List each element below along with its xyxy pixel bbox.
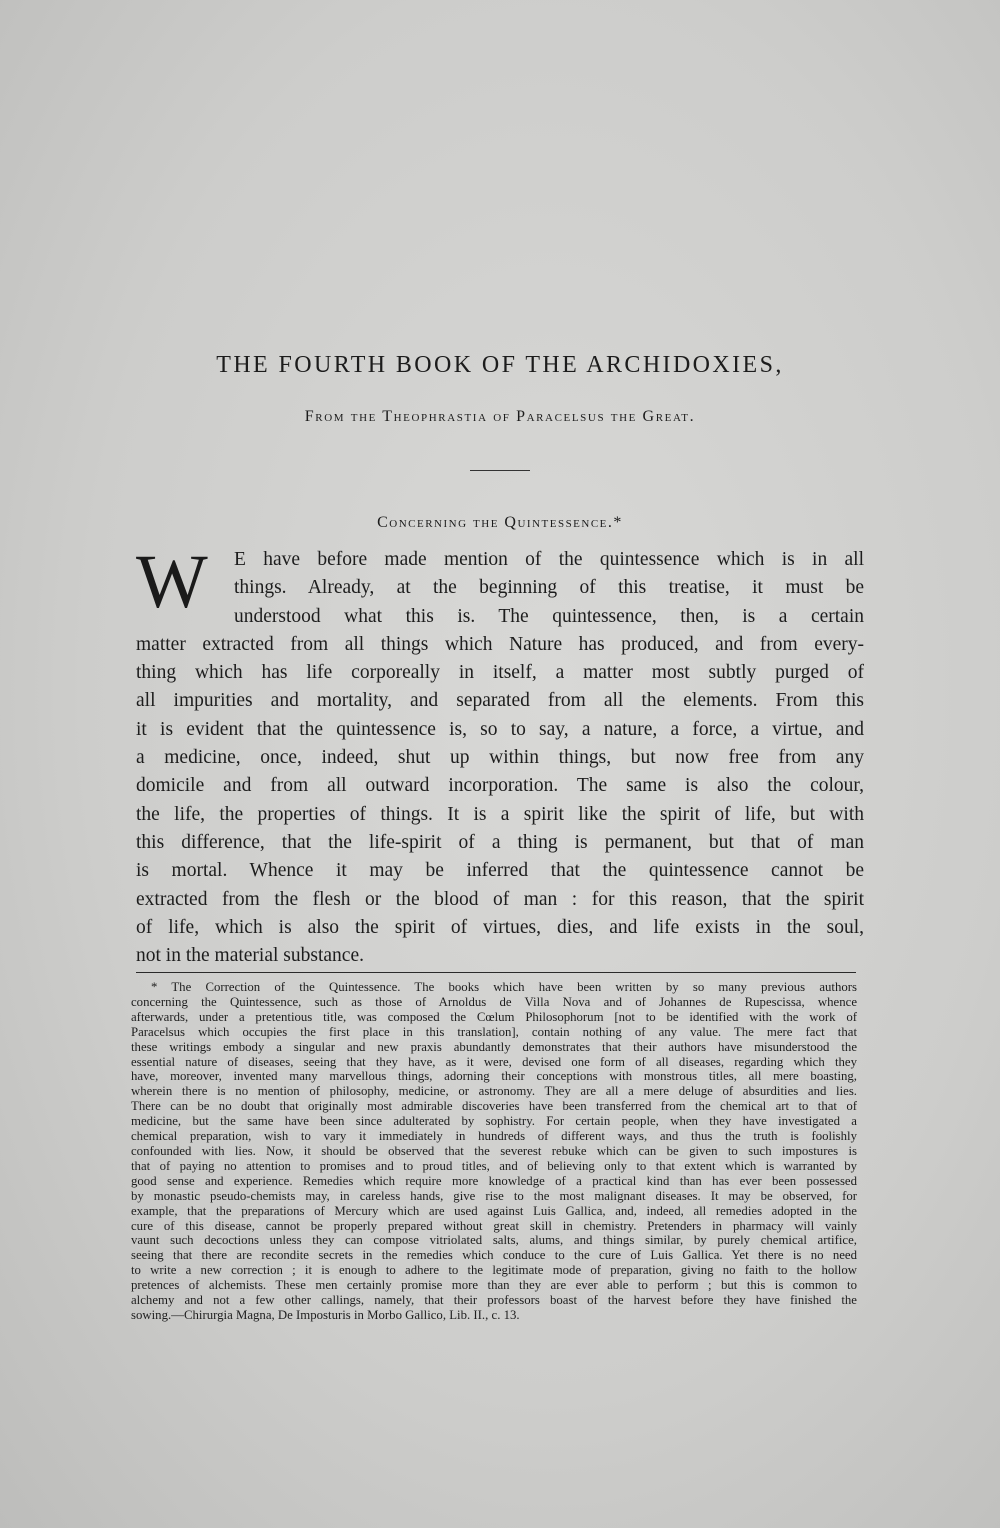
body-line: things. Already, at the beginning of this treatise, it must be (234, 577, 864, 599)
footnote-line: to write a new correction ; it is enough to adhere to the legitimate mode of preparation, giving no faith to the hollow (131, 1263, 857, 1278)
body-line: all impurities and mortality, and separated from all the elements. From this (136, 690, 864, 712)
drop-cap: W (136, 540, 208, 624)
footnote (131, 980, 857, 1323)
footnote-line: Paracelsus which occupies the first place in this translation], contain nothing of any value. The mere fact that (131, 1024, 857, 1039)
book-subtitle: From the Theophrastia of Paracelsus the Great. (304, 408, 696, 425)
body-line: a medicine, once, indeed, shut up within things, but now free from any (136, 747, 864, 769)
body-line: this difference, that the life-spirit of a thing is permanent, but that of man (136, 831, 864, 853)
body-line: thing which has life corporeally in itself, a matter most subtly purged of (136, 662, 864, 684)
footnote-line: seeing that there are recondite secrets in the remedies which conduce to the cure of Luis Gallica. Yet there is no need (131, 1248, 857, 1263)
footnote-line: confounded with lies. Now, it should be observed that the severest rebuke which can be given to such impostures is (131, 1143, 857, 1158)
footnote-line: medicine, but the same have been since adulterated by sophistry. For certain people, when they have investigated a (131, 1114, 857, 1129)
body-line: extracted from the flesh or the blood of man : for this reason, that the spirit (136, 888, 864, 910)
body-text (136, 540, 864, 970)
footnote-line: sowing.—Chirurgia Magna, De Imposturis in Morbo Gallico, Lib. II., c. 13. (131, 1307, 520, 1322)
footnote-line: alchemy and not a few other callings, namely, that their professors boast of the harvest before they have finished the (131, 1293, 857, 1308)
title-divider (470, 470, 530, 471)
section-heading: Concerning the Quintessence.* (377, 514, 623, 531)
body-line: E have before made mention of the quintessence which is in all (234, 549, 864, 570)
footnote-line: by monastic pseudo-chemists may, in careless hands, give rise to the most malignant diseases. It may be observed, for (131, 1188, 857, 1203)
body-line: matter extracted from all things which Nature has produced, and from every- (136, 633, 864, 655)
footnote-line: concerning the Quintessence, such as those of Arnoldus de Villa Nova and of Johannes de Rupescissa, whence (131, 994, 857, 1009)
footnote-line: these writings embody a singular and new praxis abundantly demonstrates that their authors have misunderstood the (131, 1039, 857, 1054)
footnote-line: afterwards, under a pretentious title, was composed the Cœlum Philosophorum [not to be identified with the work of (131, 1009, 857, 1024)
footnote-line: * The Correction of the Quintessence. The books which have been written by so many previous authors (151, 980, 857, 994)
footnote-line: chemical preparation, wish to vary it immediately in hundreds of different ways, and thus the truth is foolishly (131, 1129, 857, 1144)
footnote-line: have, moreover, invented many marvellous things, adorning their conceptions with monstrous titles, all mere boasting, (131, 1069, 857, 1084)
footnote-line: example, that the preparations of Mercury which are used against Luis Gallica, and, indeed, all remedies adopted in the (131, 1203, 857, 1218)
footnote-line: wherein there is no mention of philosophy, medicine, or astronomy. They are all a mere deluge of absurdities and lies. (131, 1084, 857, 1099)
footnote-line: essential nature of diseases, seeing that they have, as it were, devised one form of all diseases, regarding which they (131, 1054, 857, 1069)
body-line: domicile and from all outward incorporation. The same is also the colour, (136, 775, 864, 797)
body-line: it is evident that the quintessence is, so to say, a nature, a force, a virtue, and (136, 718, 864, 740)
footnote-line: vaunt such decoctions unless they can compose vitriolated salts, alums, and things similar, by purely chemical artifice, (131, 1233, 857, 1248)
body-line: not in the material substance. (136, 945, 364, 967)
body-line: is mortal. Whence it may be inferred that the quintessence cannot be (136, 860, 864, 882)
footnote-rule (136, 972, 856, 973)
footnote-line: pretences of alchemists. These men certainly promise more than they are ever able to perform ; but this is common to (131, 1278, 857, 1293)
footnote-line: There can be no doubt that originally most admirable discoveries have been transferred from the chemical art to that of (131, 1099, 857, 1114)
footnote-line: that of paying no attention to promises and to proud titles, and of believing only to that extent which is warranted by (131, 1158, 857, 1173)
footnote-line: cure of this disease, cannot be properly prepared without great skill in chemistry. Pretenders in pharmacy will vainly (131, 1218, 857, 1233)
footnote-line: good sense and experience. Remedies which require more knowledge of a practical kind than has ever been possessed (131, 1173, 857, 1188)
body-line: the life, the properties of things. It is a spirit like the spirit of life, but with (136, 803, 864, 825)
book-title: THE FOURTH BOOK OF THE ARCHIDOXIES, (216, 352, 784, 378)
body-line: of life, which is also the spirit of virtues, dies, and life exists in the soul, (136, 916, 864, 938)
body-line: understood what this is. The quintessence, then, is a certain (234, 605, 864, 627)
